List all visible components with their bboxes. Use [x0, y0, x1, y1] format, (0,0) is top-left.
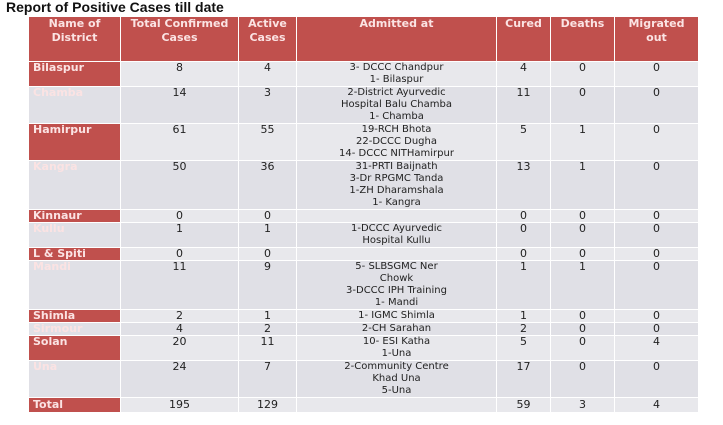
admitted-at-cell: [297, 223, 497, 248]
admitted-line: 19-RCH Bhota: [361, 124, 432, 135]
admitted-at-cell: [297, 161, 497, 210]
migrated-out-cell: 0: [615, 124, 699, 161]
total-confirmed-cell: 11: [121, 261, 239, 310]
migrated-out-cell: 0: [615, 310, 699, 323]
total-confirmed-cell: 4: [121, 323, 239, 336]
district-cell: Una: [29, 361, 121, 398]
migrated-out-cell: 0: [615, 361, 699, 398]
table-row: [29, 336, 699, 361]
admitted-line: 1- Bilaspur: [369, 74, 424, 85]
migrated-out-cell: 0: [615, 210, 699, 223]
district-cell: Hamirpur: [29, 124, 121, 161]
deaths-cell: 0: [551, 361, 615, 398]
district-cell: Chamba: [29, 87, 121, 124]
district-cell: Shimla: [29, 310, 121, 323]
migrated-out-cell: 0: [615, 223, 699, 248]
totals-migrated-out: 4: [615, 398, 699, 413]
header-migrated-out: Migrated out: [615, 17, 699, 62]
totals-deaths: 3: [551, 398, 615, 413]
active-cell: 0: [239, 248, 297, 261]
district-cell: Sirmour: [29, 323, 121, 336]
admitted-at-cell: [297, 261, 497, 310]
cured-cell: 13: [497, 161, 551, 210]
admitted-line: 2-District Ayurvedic: [347, 87, 446, 98]
total-confirmed-cell: 0: [121, 248, 239, 261]
deaths-cell: 1: [551, 124, 615, 161]
total-confirmed-cell: 20: [121, 336, 239, 361]
table-row: [29, 62, 699, 87]
admitted-line: 1- Mandi: [374, 297, 419, 308]
admitted-line: 2-Community Centre: [344, 361, 449, 372]
positive-cases-table: [28, 16, 699, 413]
totals-cured: 59: [497, 398, 551, 413]
header-total-confirmed: Total Confirmed Cases: [121, 17, 239, 62]
cured-cell: 11: [497, 87, 551, 124]
active-cell: 9: [239, 261, 297, 310]
cured-cell: 0: [497, 248, 551, 261]
cured-cell: 17: [497, 361, 551, 398]
total-confirmed-cell: 2: [121, 310, 239, 323]
admitted-line: 1-DCCC Ayurvedic: [350, 223, 443, 234]
admitted-line: 1- Kangra: [372, 197, 421, 208]
total-confirmed-cell: 14: [121, 87, 239, 124]
table-body: [29, 62, 699, 398]
header-deaths: Deaths: [551, 17, 615, 62]
admitted-line: 1-ZH Dharamshala: [349, 185, 444, 196]
cured-cell: 5: [497, 336, 551, 361]
active-cell: 4: [239, 62, 297, 87]
admitted-line: 1-Una: [381, 348, 412, 359]
cured-cell: 0: [497, 223, 551, 248]
district-cell: L & Spiti: [29, 248, 121, 261]
table-row: [29, 161, 699, 210]
deaths-cell: 0: [551, 248, 615, 261]
admitted-line: 22-DCCC Dugha: [355, 136, 437, 147]
migrated-out-cell: 0: [615, 248, 699, 261]
cured-cell: 1: [497, 261, 551, 310]
admitted-line: 3-Dr RPGMC Tanda: [349, 173, 444, 184]
district-cell: Kangra: [29, 161, 121, 210]
admitted-line: 2-CH Sarahan: [361, 323, 432, 334]
active-cell: 11: [239, 336, 297, 361]
cured-cell: 1: [497, 310, 551, 323]
active-cell: 2: [239, 323, 297, 336]
district-cell: Mandi: [29, 261, 121, 310]
admitted-line: 10- ESI Katha: [362, 336, 431, 347]
deaths-cell: 0: [551, 87, 615, 124]
admitted-at-cell: [297, 310, 497, 323]
deaths-cell: 0: [551, 323, 615, 336]
district-cell: Kullu: [29, 223, 121, 248]
table-row: [29, 210, 699, 223]
admitted-line: Chowk: [379, 273, 414, 284]
cured-cell: 4: [497, 62, 551, 87]
admitted-line: Khad Una: [372, 373, 421, 384]
admitted-at-cell: [297, 62, 497, 87]
table-row: [29, 310, 699, 323]
table-row: [29, 248, 699, 261]
header-district: Name of District: [29, 17, 121, 62]
header-admitted-at: Admitted at: [297, 17, 497, 62]
total-confirmed-cell: 24: [121, 361, 239, 398]
report-title: Report of Positive Cases till date: [6, 0, 224, 15]
deaths-cell: 1: [551, 161, 615, 210]
deaths-cell: 0: [551, 310, 615, 323]
active-cell: 7: [239, 361, 297, 398]
migrated-out-cell: 0: [615, 161, 699, 210]
totals-row: [29, 398, 699, 413]
totals-label: Total: [29, 398, 121, 413]
table-row: [29, 87, 699, 124]
table-row: [29, 124, 699, 161]
admitted-at-cell: [297, 210, 497, 223]
table-row: [29, 361, 699, 398]
cured-cell: 2: [497, 323, 551, 336]
migrated-out-cell: 0: [615, 87, 699, 124]
header-row: [29, 17, 699, 62]
active-cell: 1: [239, 310, 297, 323]
admitted-at-cell: [297, 361, 497, 398]
admitted-line: Hospital Kullu: [362, 235, 431, 246]
deaths-cell: 0: [551, 336, 615, 361]
totals-active: 129: [239, 398, 297, 413]
active-cell: 3: [239, 87, 297, 124]
total-confirmed-cell: 0: [121, 210, 239, 223]
total-confirmed-cell: 8: [121, 62, 239, 87]
active-cell: 1: [239, 223, 297, 248]
admitted-at-cell: [297, 336, 497, 361]
admitted-line: 1- IGMC Shimla: [358, 310, 435, 321]
totals-total-confirmed: 195: [121, 398, 239, 413]
admitted-line: 3- DCCC Chandpur: [349, 62, 444, 73]
active-cell: 0: [239, 210, 297, 223]
total-confirmed-cell: 61: [121, 124, 239, 161]
district-cell: Kinnaur: [29, 210, 121, 223]
migrated-out-cell: 0: [615, 323, 699, 336]
district-cell: Bilaspur: [29, 62, 121, 87]
district-cell: Solan: [29, 336, 121, 361]
total-confirmed-cell: 1: [121, 223, 239, 248]
table-row: [29, 223, 699, 248]
active-cell: 36: [239, 161, 297, 210]
admitted-at-cell: [297, 248, 497, 261]
table-row: [29, 323, 699, 336]
admitted-line: 5- SLBSGMC Ner: [355, 261, 438, 272]
deaths-cell: 1: [551, 261, 615, 310]
totals-admitted-at: [297, 398, 497, 413]
header-cured: Cured: [497, 17, 551, 62]
cured-cell: 0: [497, 210, 551, 223]
migrated-out-cell: 4: [615, 336, 699, 361]
admitted-at-cell: [297, 87, 497, 124]
admitted-at-cell: [297, 323, 497, 336]
cured-cell: 5: [497, 124, 551, 161]
admitted-line: 3-DCCC IPH Training: [346, 285, 447, 296]
deaths-cell: 0: [551, 210, 615, 223]
migrated-out-cell: 0: [615, 62, 699, 87]
admitted-line: 14- DCCC NITHamirpur: [339, 148, 454, 159]
admitted-line: 5-Una: [381, 385, 412, 396]
deaths-cell: 0: [551, 62, 615, 87]
active-cell: 55: [239, 124, 297, 161]
deaths-cell: 0: [551, 223, 615, 248]
header-active: Active Cases: [239, 17, 297, 62]
admitted-line: 31-PRTI Baijnath: [355, 161, 438, 172]
admitted-line: 1- Chamba: [369, 111, 424, 122]
migrated-out-cell: 0: [615, 261, 699, 310]
admitted-at-cell: [297, 124, 497, 161]
total-confirmed-cell: 50: [121, 161, 239, 210]
table-row: [29, 261, 699, 310]
admitted-line: Hospital Balu Chamba: [341, 99, 452, 110]
